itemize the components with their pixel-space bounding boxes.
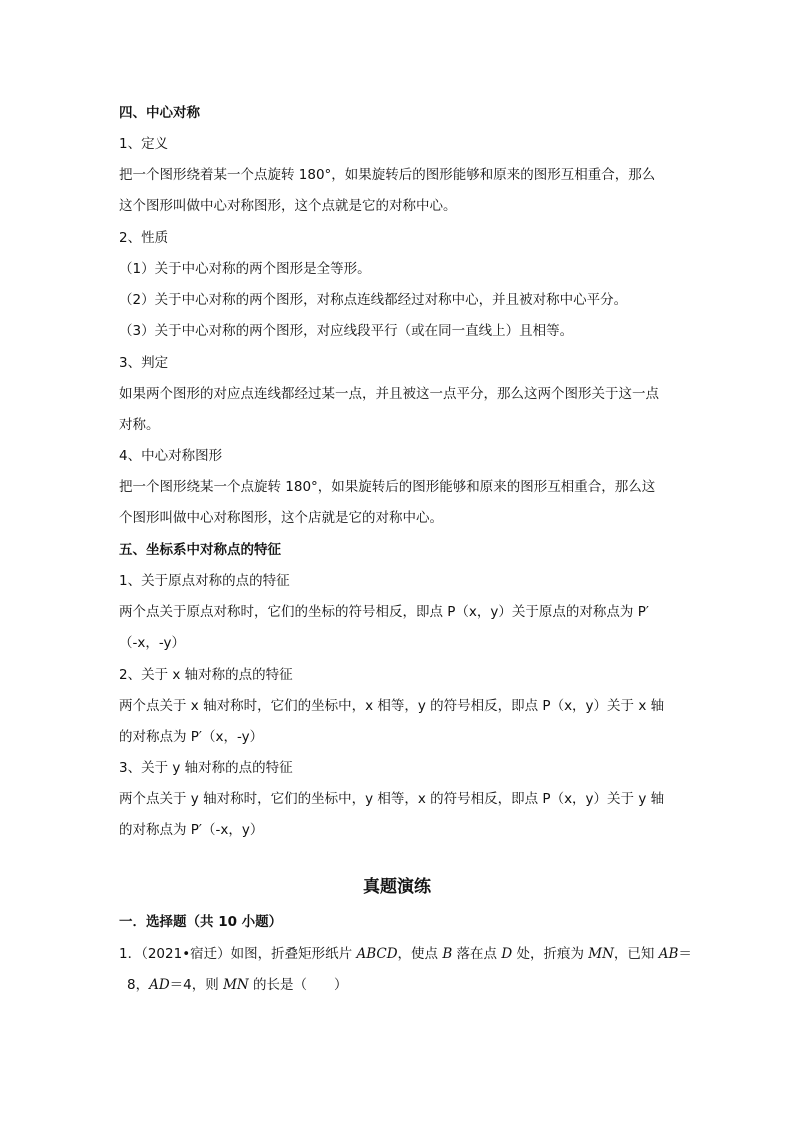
symmetric-figure-text-line-1: 把一个图形绕某一个点旋转 180°，如果旋转后的图形能够和原来的图形互相重合，那么这: [119, 479, 656, 495]
origin-symmetry-text-line-1: 两个点关于原点对称时，它们的坐标的符号相反，即点 P（x，y）关于原点的对称点为 P′: [119, 604, 649, 620]
question-1-line-2: 8，AD＝4，则 MN 的长是（ ）: [127, 977, 348, 993]
definition-text-line-1: 把一个图形绕着某一个点旋转 180°，如果旋转后的图形能够和原来的图形互相重合，那么: [119, 167, 656, 183]
property-item-2: （2）关于中心对称的两个图形，对称点连线都经过对称中心，并且被对称中心平分。: [119, 292, 628, 308]
property-title: 2、性质: [119, 230, 169, 246]
origin-symmetry-title: 1、关于原点对称的点的特征: [119, 573, 290, 589]
judgement-text-line-1: 如果两个图形的对应点连线都经过某一点，并且被这一点平分，那么这两个图形关于这一点: [119, 386, 659, 402]
choice-part-heading: 一．选择题（共 10 小题）: [119, 914, 283, 930]
question-1-line-1: 1．（2021•宿迁）如图，折叠矩形纸片 ABCD，使点 B 落在点 D 处，折痕为 MN，已知 AB＝: [119, 946, 692, 962]
origin-symmetry-text-line-2: （-x，-y）: [119, 635, 185, 651]
definition-title: 1、定义: [119, 136, 169, 152]
definition-text-line-2: 这个图形叫做中心对称图形，这个点就是它的对称中心。: [119, 198, 457, 214]
practice-title: 真题演练: [363, 877, 431, 897]
x-axis-symmetry-text-line-2: 的对称点为 P′（x，-y）: [119, 729, 264, 745]
y-axis-symmetry-title: 3、关于 y 轴对称的点的特征: [119, 760, 293, 776]
x-axis-symmetry-title: 2、关于 x 轴对称的点的特征: [119, 667, 293, 683]
y-axis-symmetry-text-line-2: 的对称点为 P′（-x，y）: [119, 822, 264, 838]
x-axis-symmetry-text-line-1: 两个点关于 x 轴对称时，它们的坐标中，x 相等，y 的符号相反，即点 P（x，y）关于 x 轴: [119, 698, 665, 714]
property-item-1: （1）关于中心对称的两个图形是全等形。: [119, 261, 371, 277]
symmetric-figure-text-line-2: 个图形叫做中心对称图形，这个店就是它的对称中心。: [119, 510, 443, 526]
judgement-title: 3、判定: [119, 355, 169, 371]
section-5-heading: 五、坐标系中对称点的特征: [119, 542, 281, 558]
section-4-heading: 四、中心对称: [119, 105, 200, 121]
y-axis-symmetry-text-line-1: 两个点关于 y 轴对称时，它们的坐标中，y 相等，x 的符号相反，即点 P（x，y）关于 y 轴: [119, 791, 665, 807]
judgement-text-line-2: 对称。: [119, 417, 160, 433]
property-item-3: （3）关于中心对称的两个图形，对应线段平行（或在同一直线上）且相等。: [119, 323, 574, 339]
symmetric-figure-title: 4、中心对称图形: [119, 448, 223, 464]
